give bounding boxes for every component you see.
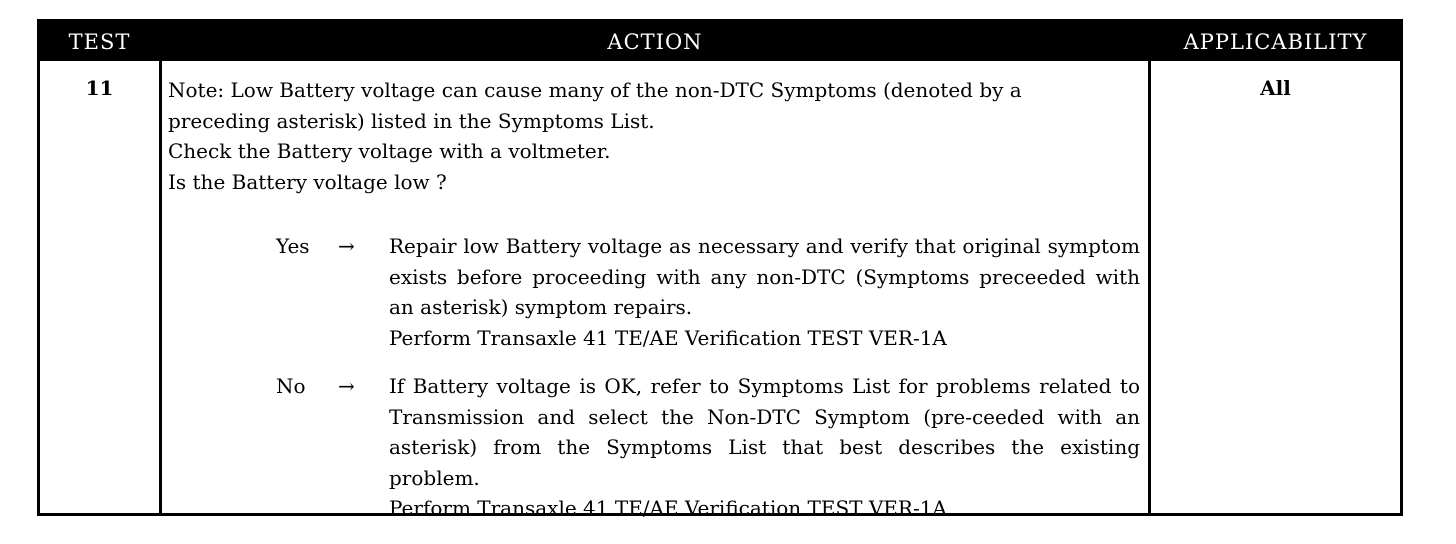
action-instructions bbox=[168, 75, 1140, 197]
test-number: 11 bbox=[85, 76, 114, 100]
no-label: No bbox=[276, 374, 306, 398]
no-instruction: If Battery voltage is OK, refer to Symptoms List for problems related to Transmission and select the Non-DTC Symptom (pre-ceeded with an asterisk) from the Symptoms List that best describes the existing problem. bbox=[389, 374, 1140, 490]
yes-label: Yes bbox=[276, 234, 310, 258]
action-line: Is the Battery voltage low ? bbox=[168, 169, 447, 194]
action-line: Check the Battery voltage with a voltmeter. bbox=[168, 139, 611, 163]
yes-branch-text bbox=[389, 231, 1140, 353]
column-divider bbox=[1148, 61, 1151, 513]
header-applicability: APPLICABILITY bbox=[1183, 30, 1368, 54]
action-line: Note: Low Battery voltage can cause many of the non-DTC Symptoms (denoted by a bbox=[168, 78, 1022, 102]
applicability-value: All bbox=[1260, 76, 1291, 100]
right-arrow-icon: → bbox=[338, 234, 355, 258]
no-branch-text bbox=[389, 371, 1140, 524]
yes-perform-step: Perform Transaxle 41 TE/AE Verification TEST VER-1A bbox=[389, 325, 947, 350]
header-action: ACTION bbox=[607, 30, 703, 54]
diagnostic-table bbox=[37, 19, 1403, 520]
yes-instruction: Repair low Battery voltage as necessary and verify that original symptom exists before proceeding with any non-DTC (Symptoms preceeded with an asterisk) symptom repairs. bbox=[389, 234, 1140, 319]
column-divider bbox=[159, 61, 162, 513]
no-perform-step: Perform Transaxle 41 TE/AE Verification TEST VER-1A bbox=[389, 496, 947, 520]
table-header bbox=[40, 22, 1400, 61]
right-arrow-icon: → bbox=[338, 374, 355, 398]
action-line: preceding asterisk) listed in the Symptoms List. bbox=[168, 108, 655, 133]
header-test: TEST bbox=[68, 30, 131, 54]
